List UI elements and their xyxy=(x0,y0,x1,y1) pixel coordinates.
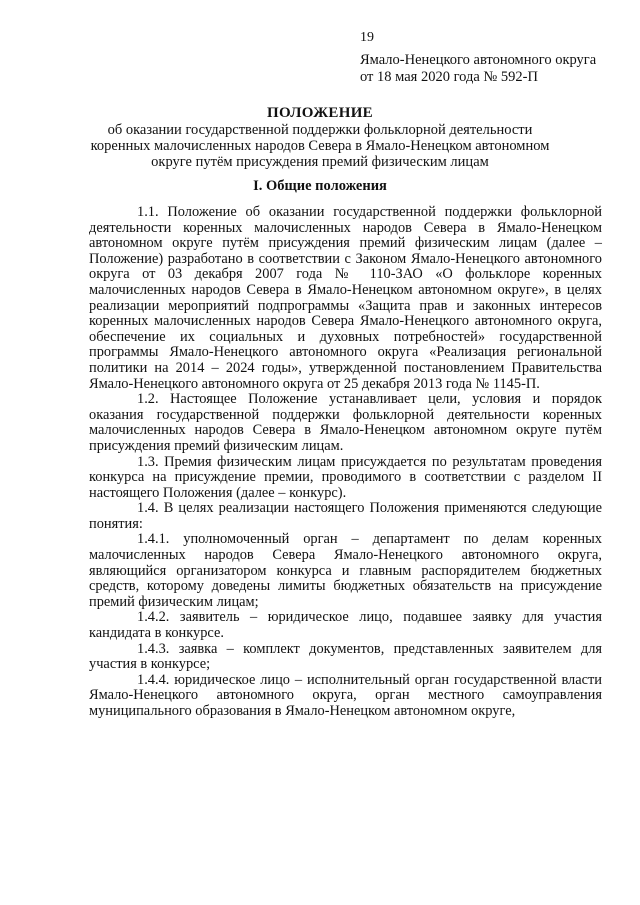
document-title: ПОЛОЖЕНИЕ xyxy=(267,105,373,121)
subtitle-line-1: об оказании государственной поддержки фольклорной деятельности xyxy=(107,122,533,138)
document-body xyxy=(89,205,602,720)
reference-line-1: Ямало-Ненецкого автономного округа xyxy=(360,52,597,68)
paragraph-1-4-4: 1.4.4. юридическое лицо – исполнительный орган государственной власти Ямало-Ненецкого автономного округа, орган местного самоуправления муниципального образования в Ямало-Ненецком автономном округе, xyxy=(89,671,602,719)
paragraph-1-4: 1.4. В целях реализации настоящего Положения применяются следующие понятия: xyxy=(89,500,602,532)
reference-line-2: от 18 мая 2020 года № 592-П xyxy=(360,68,538,85)
page-number: 19 xyxy=(360,30,374,45)
paragraph-1-4-3: 1.4.3. заявка – комплект документов, представленных заявителем для участия в конкурсе; xyxy=(89,640,602,673)
subtitle-line-2: коренных малочисленных народов Севера в Ямало-Ненецком автономном xyxy=(90,138,550,154)
paragraph-1-4-2: 1.4.2. заявитель – юридическое лицо, подавшее заявку для участия кандидата в конкурсе. xyxy=(89,609,602,642)
paragraph-1-3: 1.3. Премия физическим лицам присуждается по результатам проведения конкурса на присуждение премии, проводимого в соответствии с разделом II настоящего Положения (далее – конкурс). xyxy=(89,453,602,501)
document-subtitle xyxy=(40,122,600,170)
paragraph-1-4-1: 1.4.1. уполномоченный орган – департамент по делам коренных малочисленных народов Севера Ямало-Ненецкого автономного округа, являющийся организатором конкурса и главным распорядителем бюджетных средств, которому доведены лимиты бюджетных обязательств на присуждение премий физическим лицам; xyxy=(89,531,602,610)
paragraph-1-2: 1.2. Настоящее Положение устанавливает цели, условия и порядок оказания государственной поддержки фольклорной деятельности коренных малочисленных народов Севера в Ямало-Ненецком автономном округе путём присуждения премий физическим лицам. xyxy=(89,391,602,454)
subtitle-line-3: округе путём присуждения премий физическим лицам xyxy=(151,154,489,170)
paragraph-1-1: 1.1. Положение об оказании государственной поддержки фольклорной деятельности коренных малочисленных народов Севера в Ямало-Ненецком автономном округе путём присуждения премий физическим лицам (далее – Положение) разработано в соответствии с Законом Ямало-Ненецкого автономного округа от 03 декабря 2007 года № 110-ЗАО «О фольклоре коренных малочисленных народов Севера в Ямало-Ненецком автономном округе», в целях реализации мероприятий подпрограммы «Защита прав и законных интересов коренных малочисленных народов Севера Ямало-Ненецкого автономного округа, обеспечение их социальных и духовных потребностей» государственной программы Ямало-Ненецкого автономного округа «Реализация региональной политики на 2014 – 2024 годы», утвержденной постановлением Правительства Ямало-Ненецкого автономного округа от 25 декабря 2013 года № 1145-П. xyxy=(89,204,602,392)
section-heading: I. Общие положения xyxy=(253,178,387,194)
document-reference xyxy=(360,52,596,85)
